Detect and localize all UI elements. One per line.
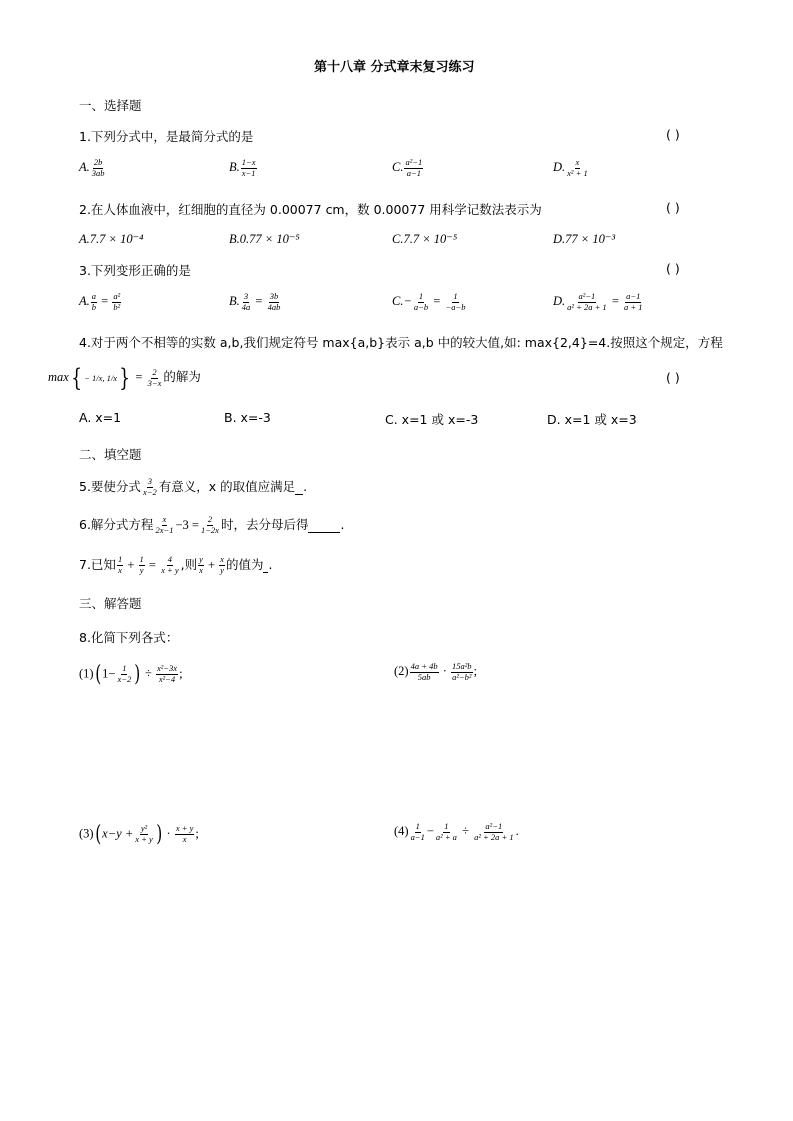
fraction-denominator: 1−2x: [200, 525, 219, 535]
answer-bracket: ( ): [666, 370, 680, 385]
q4-tail: 的解为: [163, 368, 201, 384]
q8-part-3: (3)(x−y + $\frac{\text{y²}}{x + y}$ ) · $\frac{x + y}{x}$ ;: [79, 822, 199, 847]
fraction-denominator: −a−b: [445, 301, 466, 312]
expression-term: 1−: [102, 666, 116, 681]
section-heading-choice: 一、选择题: [79, 98, 142, 113]
fraction-numerator: a²: [113, 291, 121, 301]
question-7: 7.已知 $\frac{1}{x}$ + $\frac{1}{y}$ = $\frac{4}{x + y}$ ,则 $\frac{y}{x}$ + $\frac{x}{y}$ 的值为 .: [79, 554, 273, 575]
q4-option-d: D. x=1 或 x=3: [547, 412, 637, 427]
max-function: max: [48, 369, 69, 384]
q2-option-a: A.7.7 × 10⁻⁴: [79, 232, 144, 246]
option-letter: D.: [553, 294, 566, 309]
answer-bracket: ( ): [666, 127, 680, 142]
part-label: (4): [394, 824, 409, 839]
fraction-denominator: 5ab: [417, 671, 431, 682]
option-letter: A.: [79, 160, 90, 175]
fraction-denominator: x²−4: [158, 674, 176, 684]
fraction-denominator: x−1: [241, 167, 256, 178]
max-arguments: − 1/x, 1/x: [84, 373, 117, 383]
part-label: (3): [79, 826, 94, 841]
question-2-stem: 2.在人体血液中，红细胞的直径为 0.00077 cm，数 0.00077 用科学记数法表示为: [79, 202, 542, 217]
fraction-numerator: a−1: [626, 291, 641, 301]
question-text: 6.解分式方程: [79, 517, 154, 532]
question-1-stem: 1.下列分式中，是最简分式的是: [79, 129, 254, 144]
fraction-numerator: 2: [207, 514, 213, 525]
fraction-denominator: a² + 2a + 1: [474, 831, 514, 842]
punctuation: .: [268, 557, 273, 572]
fraction-numerator: 3: [147, 476, 152, 487]
option-letter: A.: [79, 294, 90, 309]
question-text: ,则: [180, 557, 198, 572]
answer-blank[interactable]: [308, 517, 340, 533]
question-8-stem: 8.化简下列各式：: [79, 630, 179, 645]
punctuation: ;: [179, 666, 183, 681]
operator: ·: [442, 664, 447, 679]
right-brace: }: [119, 364, 130, 392]
fraction-numerator: 1−x: [241, 157, 256, 167]
fraction-denominator: 2x−1: [155, 525, 174, 535]
fraction-denominator: x + y: [135, 834, 153, 844]
q2-option-c: C.7.7 × 10⁻⁵: [392, 232, 458, 246]
fraction-numerator: x: [575, 157, 580, 167]
fraction-numerator: 4a + 4b: [410, 661, 438, 671]
fraction-numerator: x: [162, 514, 167, 525]
fraction-numerator: x + y: [175, 823, 194, 834]
punctuation: ;: [195, 826, 199, 841]
operator: ÷: [462, 824, 469, 839]
section-heading-solve: 三、解答题: [79, 596, 142, 611]
punctuation: .: [515, 824, 519, 839]
fraction-denominator: 3−x: [147, 377, 162, 388]
fraction-numerator: 1: [418, 291, 424, 301]
question-text: 的值为: [225, 557, 264, 572]
question-text: 5.要使分式: [79, 479, 141, 494]
question-3-stem: 3.下列变形正确的是: [79, 263, 191, 278]
question-text: 有意义，x 的取值应满足: [158, 479, 296, 494]
fraction-numerator: 3: [243, 291, 249, 301]
fraction-numerator: 15a²b: [452, 661, 472, 671]
fraction-denominator: 4a: [241, 301, 251, 312]
punctuation: .: [303, 479, 308, 494]
question-text: 时，去分母后得: [220, 517, 309, 532]
q2-option-b: B.0.77 × 10⁻⁵: [229, 232, 300, 246]
fraction-numerator: 1: [122, 663, 127, 674]
option-letter: B.: [229, 294, 240, 309]
page-title: 第十八章 分式章末复习练习: [314, 60, 475, 75]
fraction-denominator: 3ab: [91, 167, 105, 178]
part-label: (1): [79, 666, 94, 681]
q1-option-c: [392, 158, 424, 179]
section-heading-fill: 二、填空题: [79, 447, 142, 462]
option-letter: C.−: [392, 294, 412, 309]
option-letter: D.: [553, 160, 566, 175]
question-5: [79, 477, 307, 498]
q4-option-c: C. x=1 或 x=-3: [385, 412, 479, 427]
fraction-denominator: b: [91, 301, 97, 312]
punctuation: .: [340, 517, 345, 532]
fraction-denominator: x: [182, 834, 187, 844]
left-brace: {: [71, 364, 82, 392]
fraction-numerator: 2b: [93, 157, 103, 167]
fraction-numerator: a²−1: [578, 291, 596, 301]
fraction-numerator: a: [91, 291, 97, 301]
operator: −: [426, 824, 434, 839]
option-letter: C.: [392, 160, 404, 175]
q8-part-4: [394, 822, 519, 843]
fraction-denominator: a + 1: [624, 301, 643, 312]
fraction-denominator: b²: [113, 301, 121, 312]
q8-part-2: [394, 662, 477, 683]
fraction-numerator: 1: [444, 821, 449, 831]
fraction-denominator: x−2: [117, 674, 132, 684]
q1-option-a: [79, 158, 107, 179]
answer-bracket: ( ): [666, 200, 680, 215]
q8-part-1: (1)(1− $\frac{1}{x-2}$ ) ÷ $\frac{\text{x²−3x}}{\text{x²−4}}$ ;: [79, 662, 183, 687]
punctuation: ;: [473, 664, 478, 679]
operator: ·: [166, 826, 171, 841]
q3-option-c: C.− $\frac{1}{a-b}$ = $\frac{1}{-a-b}$: [392, 291, 466, 312]
question-4-stem: 4.对于两个不相等的实数 a,b,我们规定符号 max{a,b}表示 a,b 中的较大值,如: max{2,4}=4.按照这个规定，方程: [79, 335, 723, 350]
q1-option-d: [553, 158, 590, 179]
fraction-numerator: 2: [152, 366, 157, 377]
fraction-denominator: x² + 1: [567, 167, 588, 178]
fraction-denominator: a−b: [413, 301, 429, 312]
option-letter: B.: [229, 160, 240, 175]
q2-option-d: D.77 × 10⁻³: [553, 232, 616, 246]
fraction-denominator: a−1: [410, 831, 425, 842]
q1-option-b: [229, 158, 258, 179]
q3-option-a: A. $\frac{a}{b}$ = $\frac{\text{a²}}{\text{b²}}$: [79, 291, 121, 312]
fraction-denominator: a²−b²: [452, 671, 472, 682]
question-6: [79, 515, 344, 536]
fraction-numerator: y²: [140, 823, 148, 834]
operator: ÷: [144, 666, 152, 681]
q3-option-d: D. $\frac{\text{a²−1}}{\text{a² + 2a + 1}}$ = $\frac{a-1}{a + 1}$: [553, 291, 643, 312]
q4-option-b: B. x=-3: [224, 410, 271, 425]
q3-option-b: B. $\frac{3}{4a}$ = $\frac{3b}{4ab}$: [229, 291, 281, 312]
fraction-denominator: a−1: [406, 167, 421, 178]
answer-blank[interactable]: [295, 479, 303, 495]
answer-bracket: ( ): [666, 261, 680, 276]
fraction-numerator: a²−1: [485, 821, 503, 831]
fraction-denominator: x−2: [142, 487, 157, 497]
fraction-denominator: 4ab: [267, 301, 281, 312]
q4-option-a: A. x=1: [79, 410, 122, 425]
equation-operator: −3 =: [175, 518, 199, 532]
q4-equation: max{ − 1/x, 1/x} = $\frac{2}{3-x}$ 的解为: [48, 364, 201, 392]
fraction-numerator: 3b: [269, 291, 279, 301]
expression-term: x−y +: [102, 826, 134, 841]
part-label: (2): [394, 664, 409, 679]
question-text: 7.已知: [79, 557, 116, 572]
fraction-numerator: 1: [453, 291, 458, 301]
fraction-numerator: x²−3x: [156, 663, 178, 674]
fraction-numerator: a²−1: [405, 157, 423, 167]
fraction-denominator: a² + a: [435, 831, 457, 842]
fraction-numerator: 1: [415, 821, 420, 831]
fraction-denominator: a² + 2a + 1: [567, 301, 607, 312]
